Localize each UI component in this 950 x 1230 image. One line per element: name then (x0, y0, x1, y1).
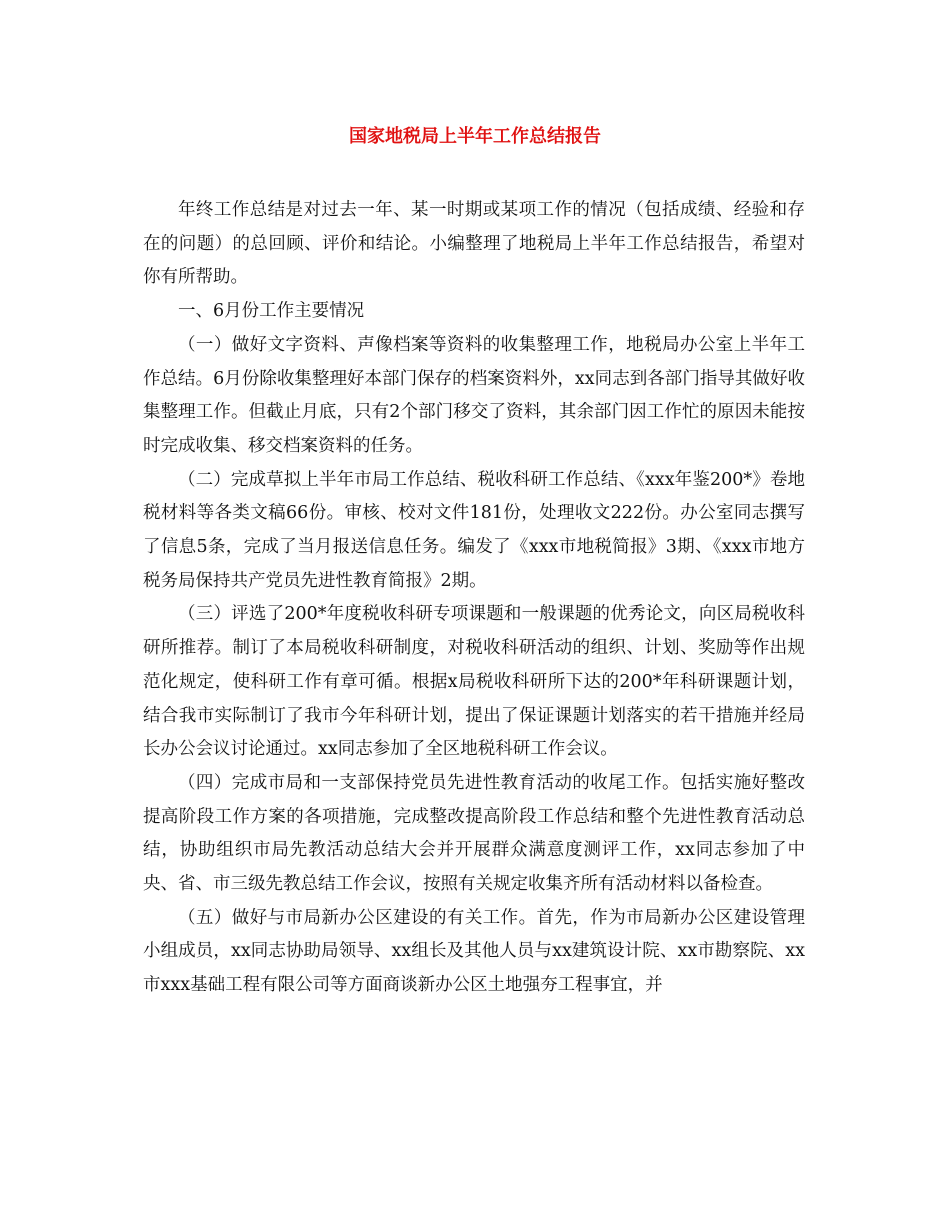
document-body (143, 194, 805, 1003)
paragraph-item-1: （一）做好文字资料、声像档案等资料的收集整理工作，地税局办公室上半年工作总结。6月份除收集整理好本部门保存的档案资料外，xx同志到各部门指导其做好收集整理工作。但截止月底，只有2个部门移交了资料，其余部门因工作忙的原因未能按时完成收集、移交档案资料的任务。 (143, 334, 805, 456)
document-title: 国家地税局上半年工作总结报告 (349, 126, 601, 147)
intro-paragraph: 年终工作总结是对过去一年、某一时期或某项工作的情况（包括成绩、经验和存在的问题）的总回顾、评价和结论。小编整理了地税局上半年工作总结报告，希望对你有所帮助。 (143, 200, 805, 288)
section-heading: 一、6月份工作主要情况 (178, 301, 365, 322)
paragraph-item-2: （二）完成草拟上半年市局工作总结、税收科研工作总结、《xxx年鉴200*》卷地税材料等各类文稿66份。审核、校对文件181份，处理收文222份。办公室同志撰写了信息5条，完成了当月报送信息任务。编发了《xxx市地税简报》3期、《xxx市地方税务局保持共产党员先进性教育简报》2期。 (143, 469, 805, 591)
paragraph-item-4: （四）完成市局和一支部保持党员先进性教育活动的收尾工作。包括实施好整改提高阶段工作方案的各项措施，完成整改提高阶段工作总结和整个先进性教育活动总结，协助组织市局先教活动总结大会并开展群众满意度测评工作，xx同志参加了中央、省、市三级先教总结工作会议，按照有关规定收集齐所有活动材料以备检查。 (143, 772, 805, 895)
paragraph-item-3: （三）评选了200*年度税收科研专项课题和一般课题的优秀论文，向区局税收科研所推荐。制订了本局税收科研制度，对税收科研活动的组织、计划、奖励等作出规范化规定，使科研工作有章可循。根据x局税收科研所下达的200*年科研课题计划，结合我市实际制订了我市今年科研计划，提出了保证课题计划落实的若干措施并经局长办公会议讨论通过。xx同志参加了全区地税科研工作会议。 (143, 604, 805, 760)
paragraph-item-5: （五）做好与市局新办公区建设的有关工作。首先，作为市局新办公区建设管理小组成员，xx同志协助局领导、xx组长及其他人员与xx建筑设计院、xx市勘察院、xx市xxx基础工程有限公司等方面商谈新办公区土地强夯工程事宜，并 (143, 907, 805, 996)
